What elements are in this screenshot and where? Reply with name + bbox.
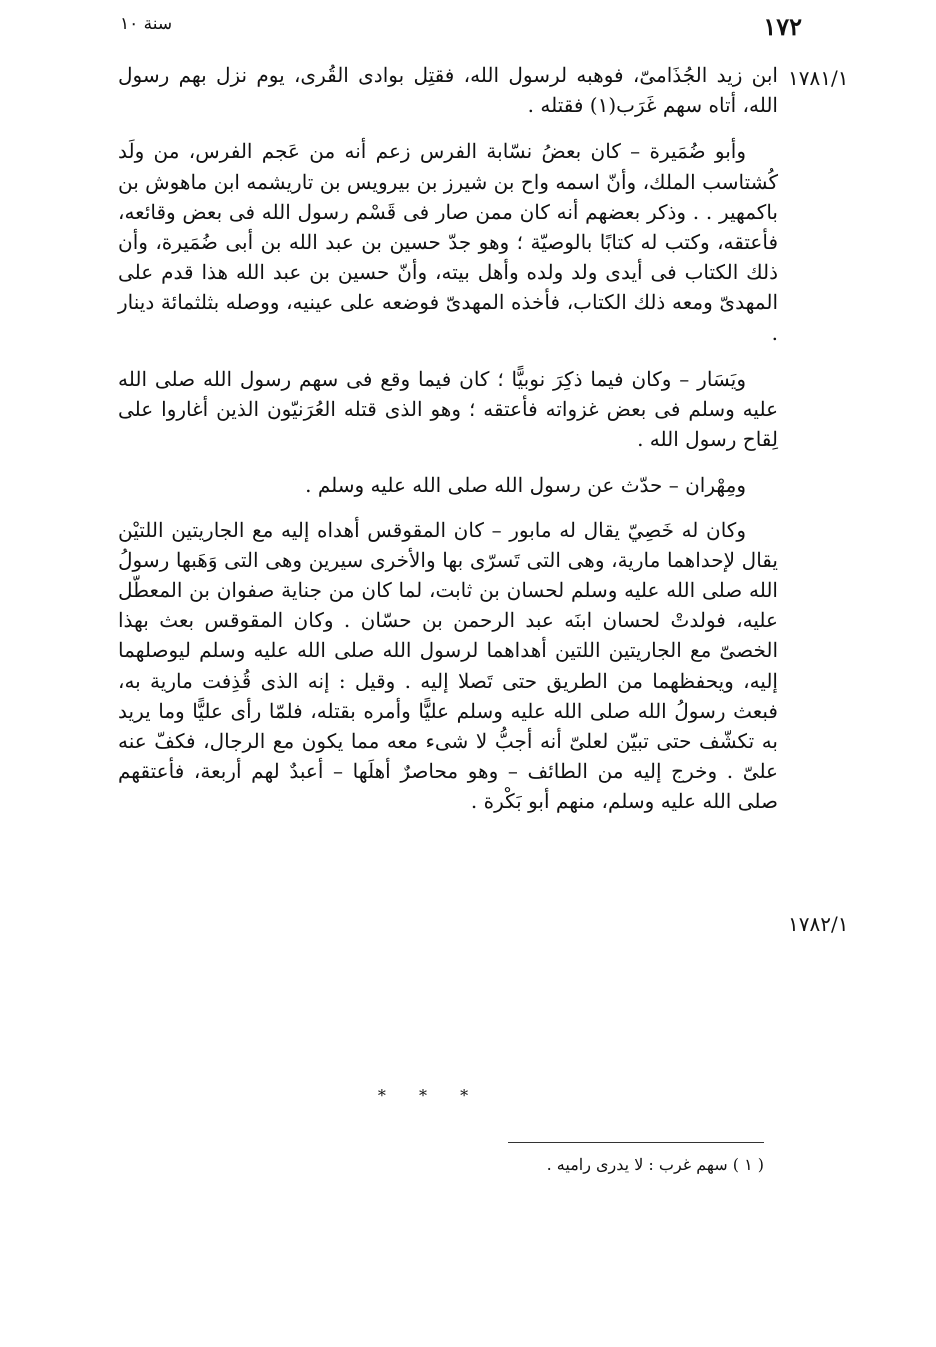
paragraph: ويَسَار – وكان فيما ذكِرَ نوبيًّا ؛ كان فيما وقع فى سهم رسول الله صلى الله عليه وسلم فى بعض غزواته فأعتقه ؛ وهو الذى قتله العُرَنيّون الذين أغاروا على لِقاح رسول الله . <box>118 366 778 452</box>
paragraph: ابن زيد الجُذَامىّ، فوهبه لرسول الله، فقتِل بوادى القُرى، يوم نزل بهم رسول الله، أتاه سهم غَرَب(١) فقتله . <box>118 63 778 118</box>
footnote: ( ١ ) سهم غرب : لا يدرى راميه . <box>546 1155 764 1174</box>
paragraph: ومِهْران – حدّث عن رسول الله صلى الله عليه وسلم . <box>305 473 746 498</box>
margin-reference: ١٧٨٢/١ <box>788 912 849 936</box>
page-number: ١٧٢ <box>763 12 802 41</box>
paragraph: وأبو ضُمَيرة – كان بعضُ نسّابة الفرس زعم أنه من عَجم الفرس، من ولَد كُشتاسب الملك، وأنّ اسمه واح بن شيرز بن بيرويس بن تاريشمه ابن ماهوش بن باكمهير . . وذكر بعضهم أنه كان ممن صار فى قَسْم رسول الله فى بعض وقائعه، فأعتقه، وكتب له كتابًا بالوصيّة ؛ وهو جدّ حسين بن عبد الله بن أبى ضُمَيرة، وأن ذلك الكتاب فى أيدى ولد ولده وأهل بيته، وأنّ حسين بن عبد الله هذا قدم على المهدىّ ومعه ذلك الكتاب، فأخذه المهدىّ فوضعه على عينيه، ووصله بثلثمائة دينار . <box>118 139 778 345</box>
margin-reference: ١٧٨١/١ <box>788 66 849 90</box>
section-separator: * * * <box>377 1086 483 1105</box>
running-header-year: سنة ١٠ <box>120 14 173 34</box>
body-text <box>118 60 778 833</box>
paragraph: وكان له خَصِيّ يقال له مابور – كان المقوقس أهداه إليه مع الجاريتين اللتيْن يقال لإحداهما مارية، وهى التى تَسرّى بها والأخرى سيرين وهى التى وَهَبها رسولُ الله صلى الله عليه وسلم لحسان بن ثابت، لما كان من جناية صفوان بن المعطّل عليه، فولدتْ لحسان ابنَه عبد الرحمن بن حسّان . وكان المقوقس بعث بهذا الخصىّ مع الجاريتين اللتين أهداهما لرسول الله صلى الله عليه وسلم ليوصلهما إليه، ويحفظهما من الطريق حتى تَصلا إليه . وقيل : إنه الذى قُذِفت مارية به، فبعث رسولُ الله صلى الله عليه وسلم عليًّا وأمره بقتله، فلمّا رأى عليًّا وما يريد به تكشّف حتى تبيّن لعلىّ أنه أجبُّ لا شىء معه مما يكون مع الرجال، فكفّ عنه علىّ . وخرج إليه من الطائف – وهو محاصرٌ أهلَها – أعبدٌ لهم أربعة، فأعتقهم صلى الله عليه وسلم، منهم أبو بَكْرة . <box>118 517 778 814</box>
footnote-divider <box>508 1142 764 1143</box>
